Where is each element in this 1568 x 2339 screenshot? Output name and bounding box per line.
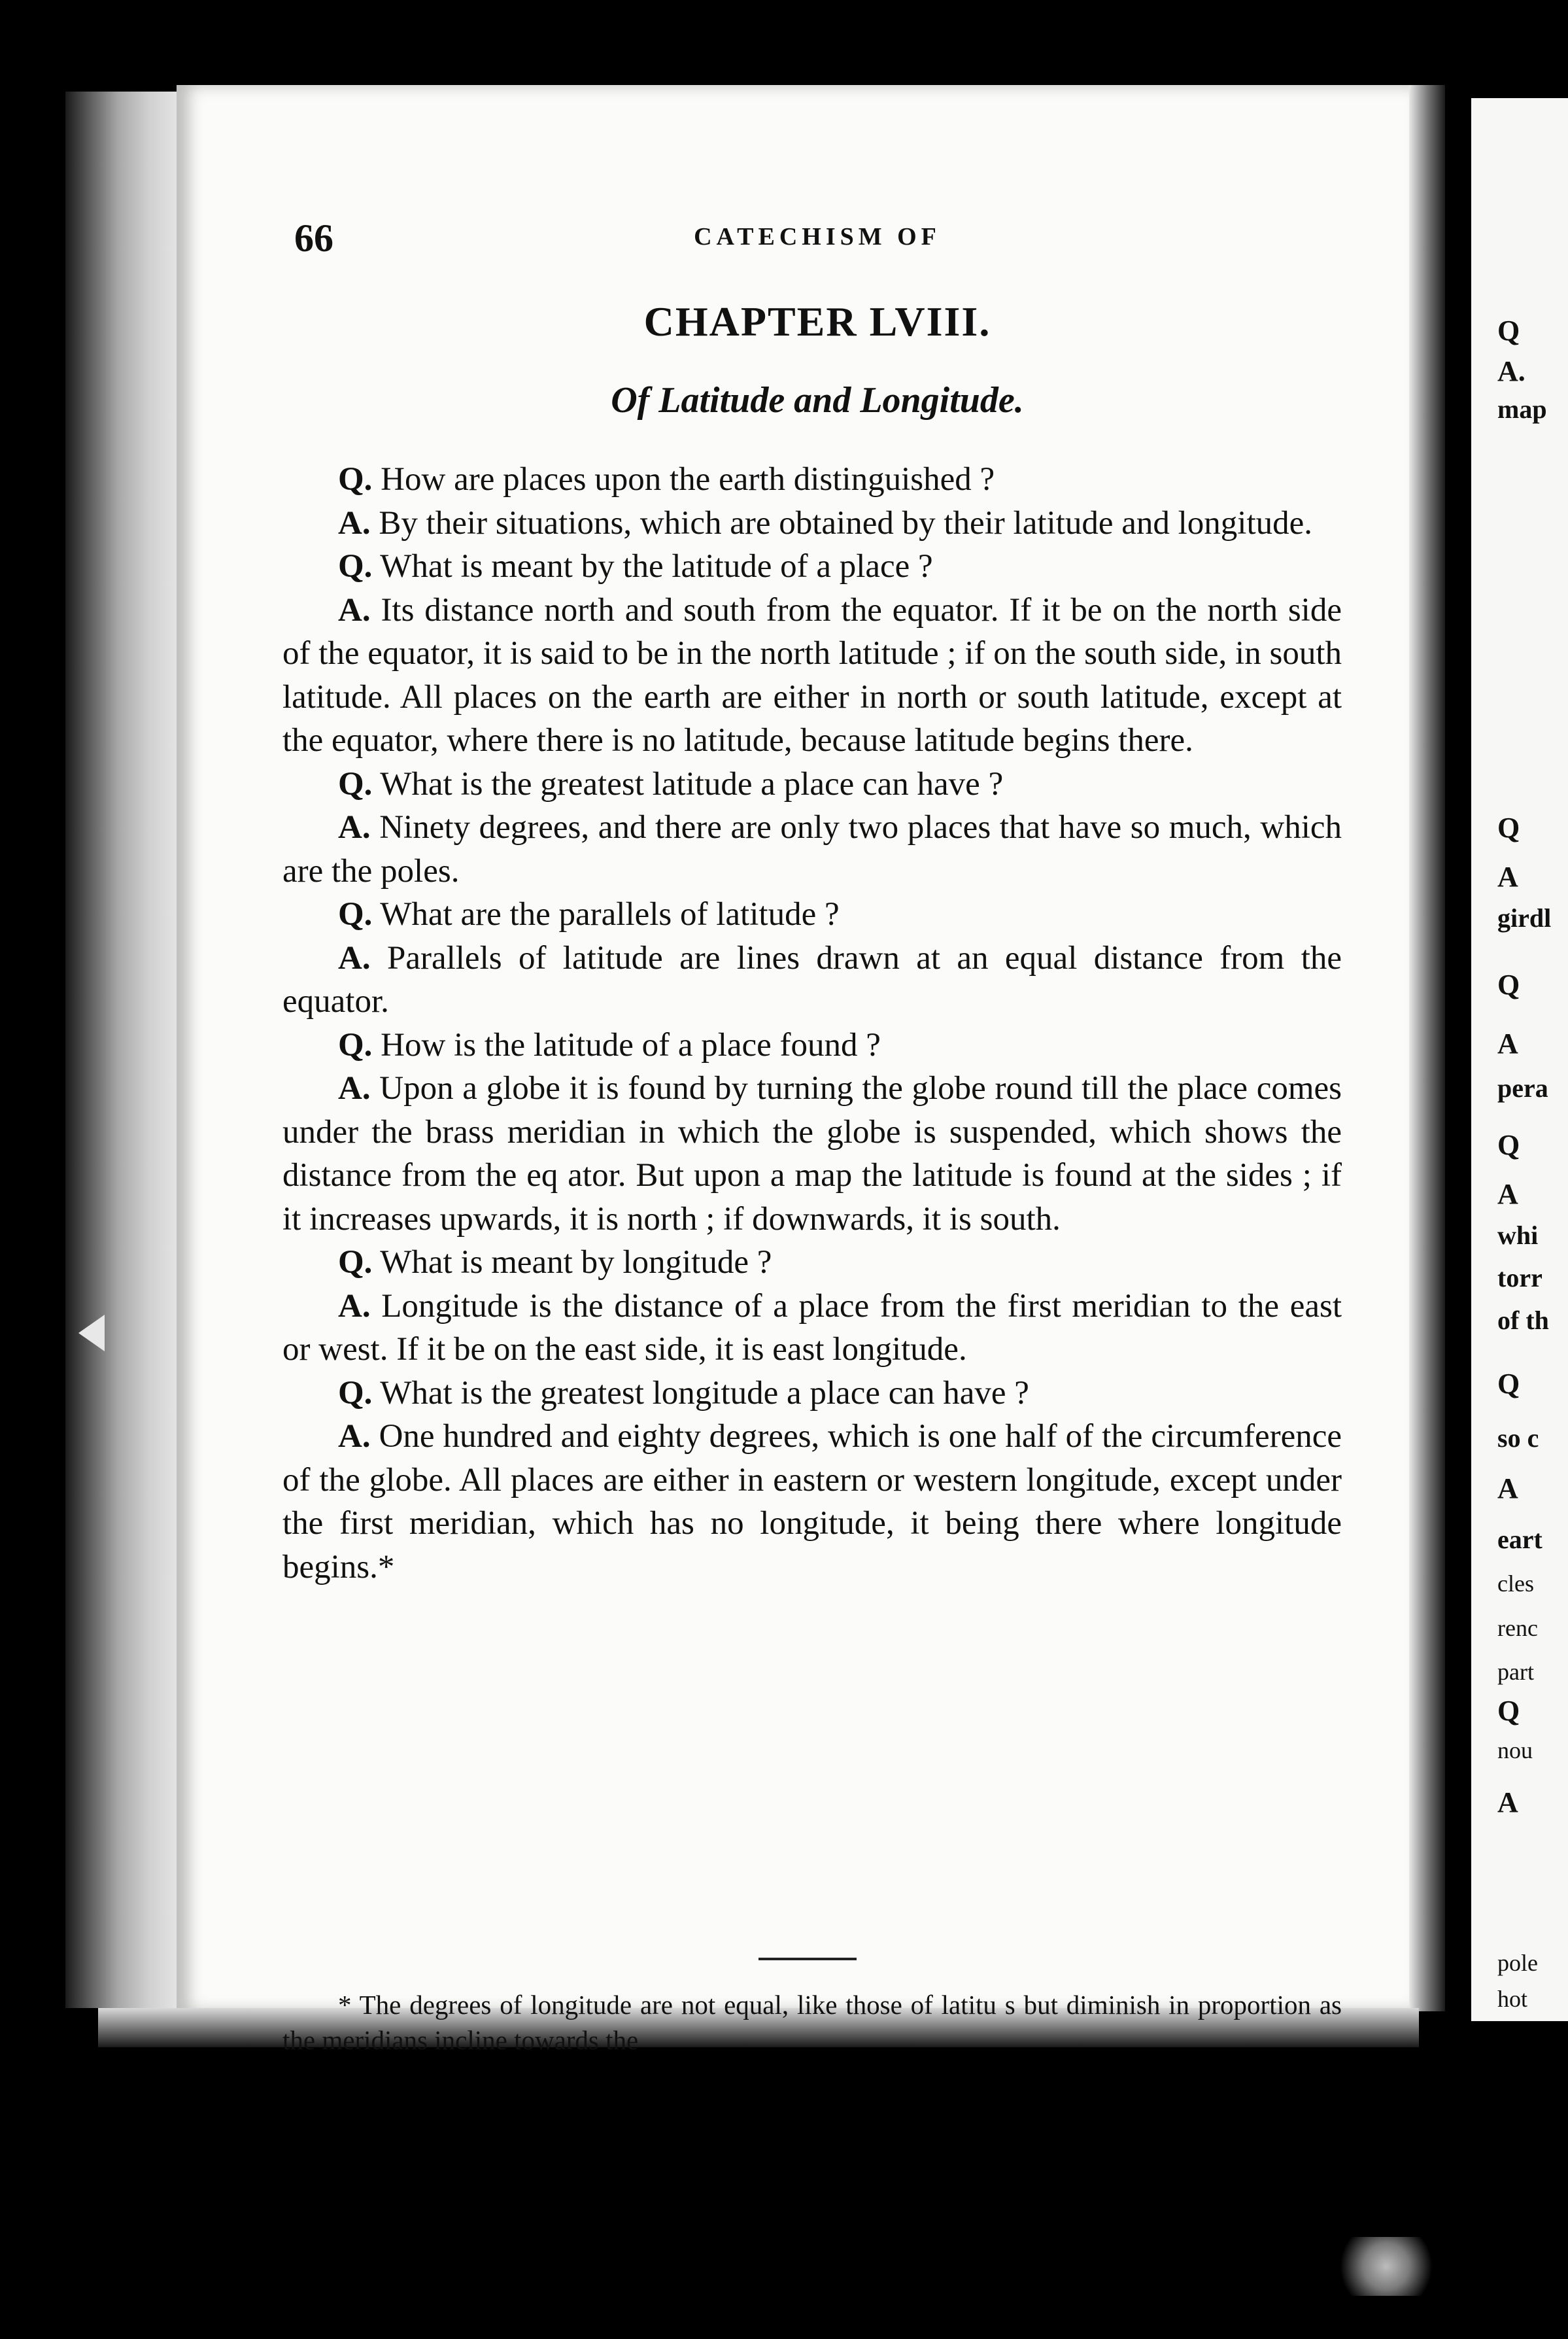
qa-text: One hundred and eighty degrees, which is one half of the circumference of the globe. All places are either in eastern or western longitude, except under the first meridian, which has no longitude, it being there where longitude begins.* [282,1418,1342,1585]
facing-page-text: A [1497,1028,1518,1060]
facing-page-text: so c [1497,1423,1539,1453]
question-paragraph [282,893,1342,937]
facing-page-text: Q [1497,969,1520,1001]
question-paragraph [282,1372,1342,1415]
facing-page-text: A [1497,1786,1518,1818]
qa-label: A. [338,504,371,542]
facing-page-text: nou [1497,1737,1533,1763]
qa-text: How is the latitude of a place found ? [381,1026,881,1064]
question-paragraph [282,545,1342,589]
facing-page-text: cles [1497,1570,1534,1597]
facing-page-text: Q [1497,1695,1520,1727]
facing-page-text: Q [1497,315,1520,347]
facing-page-text: whi [1497,1221,1539,1250]
scan-artifact [1327,2237,1445,2296]
page-header [294,216,1340,268]
qa-text: What are the parallels of latitude ? [380,896,840,933]
question-paragraph [282,1024,1342,1067]
qa-text: Longitude is the distance of a place from the first meridian to the east or west. If it be on the east side, it is east longitude. [282,1287,1342,1368]
facing-page-text: pera [1497,1073,1548,1103]
qa-text: What is meant by longitude ? [380,1244,772,1281]
answer-paragraph [282,1415,1342,1589]
qa-label: A. [338,591,371,629]
qa-text: Upon a globe it is found by turning the globe round till the place comes under the brass meridian in which the globe is suspended, which shows the distance from the eq ator. But upon a map the latitude is found at the sides ; if it increases upwards, it is north ; if downwards, it is south. [282,1070,1342,1238]
qa-text: What is meant by the latitude of a place ? [380,548,933,585]
facing-page-text: A [1497,861,1518,893]
qa-label: Q. [338,1374,373,1412]
facing-page-text: A. [1497,355,1525,387]
question-paragraph [282,1241,1342,1285]
qa-label: Q. [338,1026,373,1064]
qa-label: Q. [338,896,373,933]
qa-text: Parallels of latitude are lines drawn at an equal distance from the equator. [282,939,1342,1020]
facing-page-text: A [1497,1178,1518,1210]
qa-label: A. [338,809,371,846]
footnote-text: * The degrees of longitude are not equal, like those of latitu s but diminish in proportion as the meridians incline towards the [282,1990,1342,2055]
chapter-subtitle: Of Latitude and Longitude. [611,380,1024,421]
qa-label: Q. [338,765,373,803]
answer-paragraph [282,806,1342,893]
answer-paragraph [282,1285,1342,1372]
qa-label: A. [338,1070,371,1107]
chapter-title: CHAPTER LVIII. [643,298,991,345]
question-paragraph [282,763,1342,806]
qa-text: By their situations, which are obtained by their latitude and longitude. [379,504,1313,542]
qa-text: What is the greatest longitude a place can have ? [380,1374,1029,1412]
facing-page-text: torr [1497,1263,1542,1292]
answer-paragraph [282,937,1342,1024]
qa-text: Its distance north and south from the equator. If it be on the north side of the equator, it is said to be in the north latitude ; if on the south side, in south latitude. All places on the earth are either in north or south latitude, except at the equator, where there is no latitude, because latitude begins there. [282,591,1342,759]
facing-page-text: part [1497,1659,1534,1685]
running-head: CATECHISM OF [694,223,941,251]
footnote [282,1987,1342,2058]
answer-paragraph [282,589,1342,763]
facing-page-text: girdl [1497,903,1552,933]
facing-page-text: Q [1497,812,1520,844]
question-paragraph [282,458,1342,502]
qa-text: How are places upon the earth distinguished ? [381,461,995,498]
answer-paragraph [282,1067,1342,1241]
facing-page-text: hot [1497,1986,1528,2012]
facing-page-text: Q [1497,1129,1520,1161]
qa-label: A. [338,1418,371,1455]
qa-text: Ninety degrees, and there are only two places that have so much, which are the poles. [282,809,1342,890]
qa-label: Q. [338,1244,373,1281]
book-binding-left [65,92,183,2008]
facing-page-text: of th [1497,1306,1549,1335]
facing-page-text: map [1497,394,1547,424]
qa-label: Q. [338,461,373,498]
page-notch-mark [78,1315,105,1351]
facing-page-text: pole [1497,1950,1538,1976]
qa-label: A. [338,939,371,977]
qa-label: A. [338,1287,371,1325]
facing-page-text: eart [1497,1525,1542,1554]
catechism-body [282,458,1342,1589]
facing-page-text: renc [1497,1615,1538,1641]
qa-text: What is the greatest latitude a place can have ? [380,765,1004,803]
answer-paragraph [282,502,1342,546]
facing-page-text: A [1497,1472,1518,1504]
footnote-divider [758,1958,857,1960]
page-gutter [1409,85,1445,2011]
page-number: 66 [294,217,333,260]
facing-page-fragment [1471,98,1568,2021]
qa-label: Q. [338,548,373,585]
facing-page-text: Q [1497,1368,1520,1400]
